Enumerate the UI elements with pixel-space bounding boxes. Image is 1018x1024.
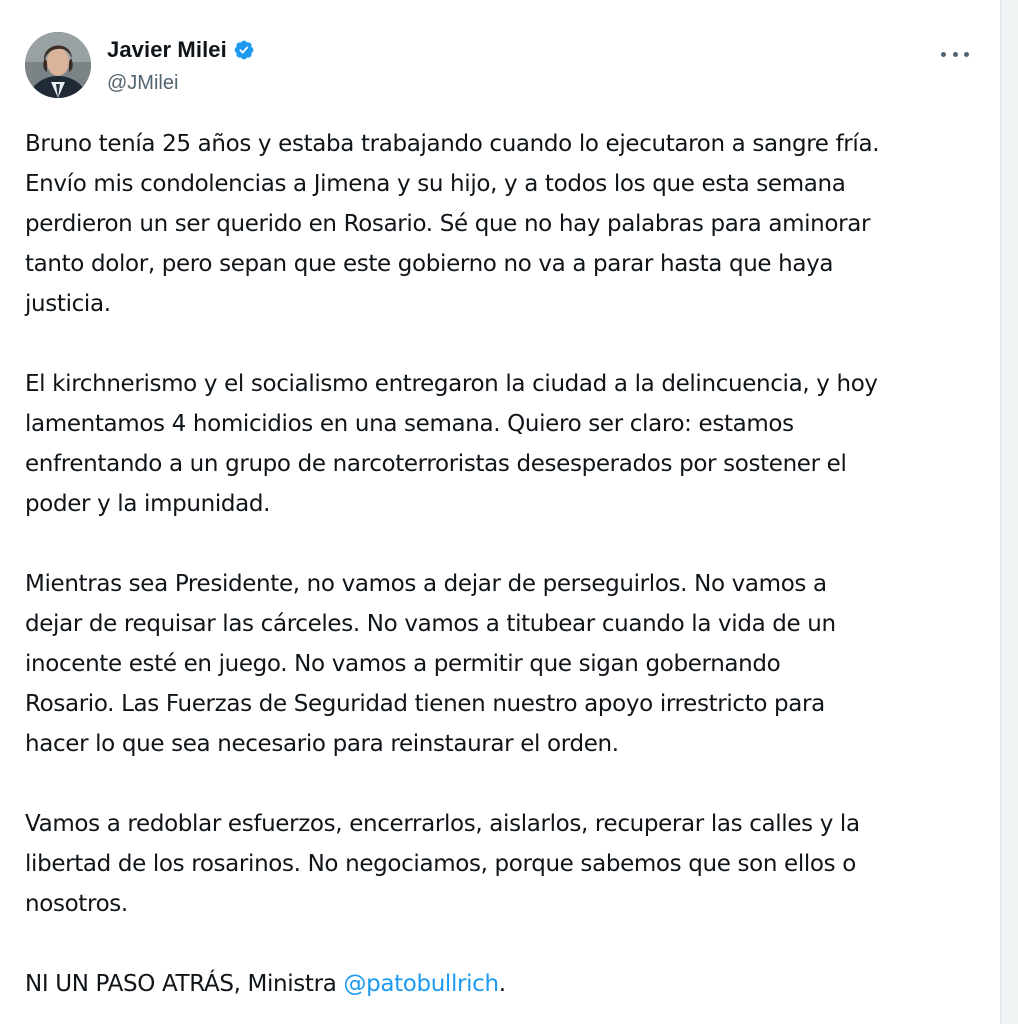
text-line: hacer lo que sea necesario para reinstaurar el orden.	[25, 731, 619, 757]
more-dot-1	[941, 52, 946, 57]
text-line: Mientras sea Presidente, no vamos a dejar de perseguirlos. No vamos a	[25, 571, 827, 597]
tweet-paragraph-3	[25, 564, 980, 764]
final-line-prefix: NI UN PASO ATRÁS, Ministra	[25, 971, 344, 997]
page-scrollbar[interactable]	[1000, 0, 1018, 1024]
text-line: Envío mis condolencias a Jimena y su hijo, y a todos los que esta semana	[25, 171, 846, 197]
verified-badge-icon	[233, 39, 255, 61]
more-dot-2	[953, 52, 958, 57]
text-line: poder y la impunidad.	[25, 491, 271, 517]
text-line: Vamos a redoblar esfuerzos, encerrarlos, aislarlos, recuperar las calles y la	[25, 811, 860, 837]
text-line: lamentamos 4 homicidios en una semana. Quiero ser claro: estamos	[25, 411, 794, 437]
avatar-image	[25, 32, 91, 98]
tweet-header	[25, 30, 985, 100]
name-row	[107, 36, 255, 64]
tweet-paragraph-5	[25, 964, 980, 1004]
text-line: Rosario. Las Fuerzas de Seguridad tienen nuestro apoyo irrestricto para	[25, 691, 825, 717]
author-names	[107, 36, 255, 95]
more-horizontal-icon[interactable]	[941, 44, 969, 64]
text-line: perdieron un ser querido en Rosario. Sé que no hay palabras para aminorar	[25, 211, 871, 237]
text-line: enfrentando a un grupo de narcoterroristas desesperados por sostener el	[25, 451, 847, 477]
author-handle[interactable]: @JMilei	[107, 72, 179, 94]
more-dot-3	[964, 52, 969, 57]
tweet-paragraph-2	[25, 364, 980, 524]
text-line: inocente esté en juego. No vamos a permitir que sigan gobernando	[25, 651, 781, 677]
tweet-paragraph-4	[25, 804, 980, 924]
text-line: libertad de los rosarinos. No negociamos, porque sabemos que son ellos o	[25, 851, 856, 877]
text-line: dejar de requisar las cárceles. No vamos a titubear cuando la vida de un	[25, 611, 836, 637]
author-avatar[interactable]	[25, 32, 91, 98]
text-line: El kirchnerismo y el socialismo entregaron la ciudad a la delincuencia, y hoy	[25, 371, 878, 397]
text-line: nosotros.	[25, 891, 128, 917]
tweet-paragraph-1	[25, 124, 980, 324]
final-line-suffix: .	[498, 971, 506, 997]
text-line: tanto dolor, pero sepan que este gobierno no va a parar hasta que haya	[25, 251, 834, 277]
text-line: Bruno tenía 25 años y estaba trabajando cuando lo ejecutaron a sangre fría.	[25, 131, 880, 157]
mention-link[interactable]: @patobullrich	[343, 971, 499, 997]
author-display-name[interactable]: Javier Milei	[107, 37, 227, 62]
text-line-final	[25, 964, 980, 1004]
tweet-text	[25, 124, 980, 1004]
text-line: justicia.	[25, 291, 111, 317]
